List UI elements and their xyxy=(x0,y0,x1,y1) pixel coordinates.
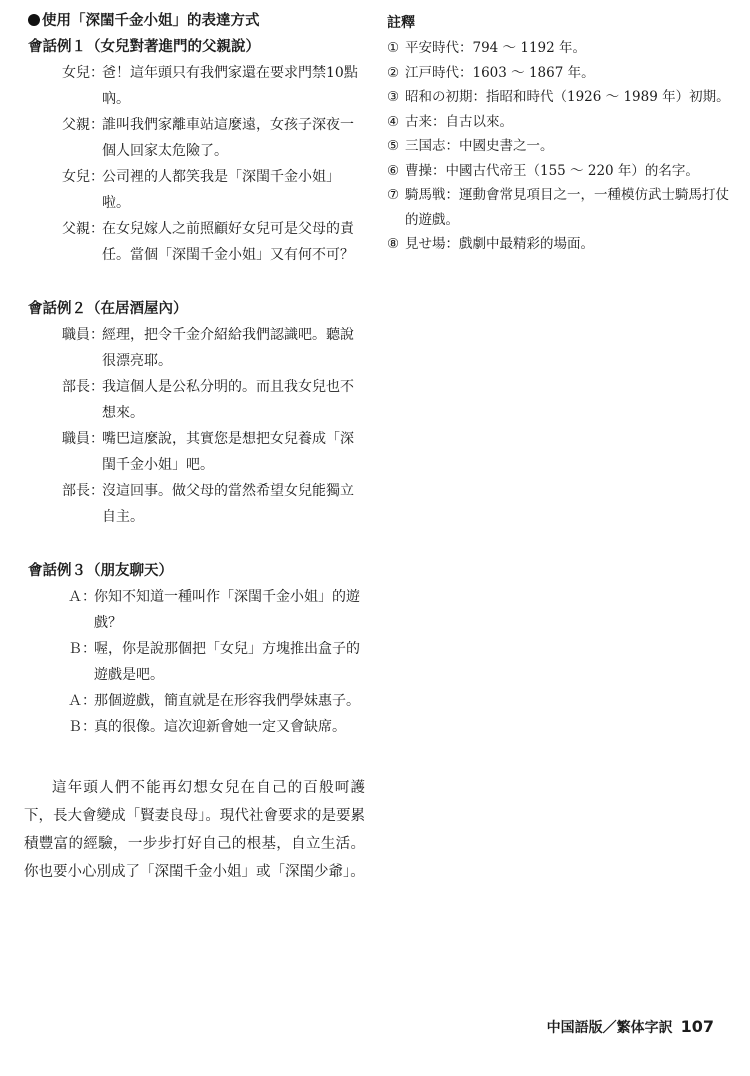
section-title xyxy=(28,8,365,34)
dialogue-line: 女兒 ： 公司裡的人都笑我是「深閨千金小姐」啦。 xyxy=(20,164,365,216)
note-number: ⑥ xyxy=(387,162,400,179)
utterance: 爸！這年頭只有我們家還在要求門禁10點吶。 xyxy=(102,65,358,107)
note-text: 平安時代：794 ～ 1192 年。 xyxy=(405,40,586,56)
speaker: 父親 xyxy=(62,221,90,237)
speaker: Ｂ xyxy=(68,641,82,657)
dialogue-line: 父親 ： 誰叫我們家離車站這麼遠，女孩子深夜一個人回家太危險了。 xyxy=(20,112,365,164)
speaker: Ａ xyxy=(68,693,82,709)
note-item xyxy=(387,183,732,232)
utterance: 沒這回事。做父母的當然希望女兒能獨立自主。 xyxy=(102,483,354,525)
utterance: 真的很像。這次迎新會她一定又會缺席。 xyxy=(94,719,346,735)
bullet-icon xyxy=(28,14,40,26)
example-3-title: 會話例３（朋友聊天） xyxy=(28,563,173,579)
note-number: ⑦ xyxy=(387,187,400,203)
dialogue-line: 女兒 ： 爸！這年頭只有我們家還在要求門禁10點吶。 xyxy=(20,60,365,112)
speaker: 職員 xyxy=(62,327,90,343)
example-2-dialogue xyxy=(20,322,365,530)
utterance: 嘴巴這麼說，其實您是想把女兒養成「深閨千金小姐」吧。 xyxy=(102,431,354,473)
dialogue-line: Ｂ ： 真的很像。這次迎新會她一定又會缺席。 xyxy=(20,714,365,740)
note-text: 騎馬戦：運動會常見項目之一，一種模仿武士騎馬打仗的遊戲。 xyxy=(405,187,729,228)
page-footer xyxy=(547,1017,714,1037)
note-text: 昭和の初期：指昭和時代（1926 ～ 1989 年）初期。 xyxy=(405,89,730,105)
main-column xyxy=(20,8,365,901)
utterance: 你知不知道一種叫作「深閨千金小姐」的遊戲？ xyxy=(94,589,360,631)
section-title-text: 使用「深閨千金小姐」的表達方式 xyxy=(42,13,260,29)
note-number: ⑧ xyxy=(387,236,400,252)
page-number: 107 xyxy=(680,1017,714,1036)
example-1-title: 會話例１（女兒對著進門的父親說） xyxy=(28,39,260,55)
note-text: 三国志：中國史書之一。 xyxy=(405,138,554,154)
speaker: 部長 xyxy=(62,483,90,499)
example-1-dialogue xyxy=(20,60,365,268)
note-item xyxy=(387,85,732,110)
utterance: 那個遊戲，簡直就是在形容我們學妹惠子。 xyxy=(94,693,360,709)
speaker: Ａ xyxy=(68,589,82,605)
note-item xyxy=(387,159,732,184)
speaker: 父親 xyxy=(62,117,90,133)
dialogue-line: Ａ ： 你知不知道一種叫作「深閨千金小姐」的遊戲？ xyxy=(20,584,365,636)
example-2-title: 會話例２（在居酒屋內） xyxy=(28,301,188,317)
note-item xyxy=(387,36,732,61)
note-number: ④ xyxy=(387,113,400,130)
dialogue-line: 部長 ： 沒這回事。做父母的當然希望女兒能獨立自主。 xyxy=(20,478,365,530)
note-item xyxy=(387,232,732,257)
note-text: 曹操：中國古代帝王（155 ～ 220 年）的名字。 xyxy=(405,162,699,179)
note-number: ① xyxy=(387,40,400,56)
dialogue-line: 部長 ： 我這個人是公私分明的。而且我女兒也不想來。 xyxy=(20,374,365,426)
dialogue-line: 職員 ： 經理，把令千金介紹給我們認識吧。聽說很漂亮耶。 xyxy=(20,322,365,374)
dialogue-line: Ｂ ： 喔，你是說那個把「女兒」方塊推出盒子的遊戲是吧。 xyxy=(20,636,365,688)
note-item xyxy=(387,110,732,135)
note-item xyxy=(387,134,732,159)
example-3-dialogue xyxy=(20,584,365,740)
utterance: 誰叫我們家離車站這麼遠，女孩子深夜一個人回家太危險了。 xyxy=(102,117,354,159)
utterance: 在女兒嫁人之前照顧好女兒可是父母的責任。當個「深閨千金小姐」又有何不可？ xyxy=(102,221,354,263)
note-number: ③ xyxy=(387,89,400,105)
speaker: 女兒 xyxy=(62,65,90,81)
utterance: 經理，把令千金介紹給我們認識吧。聽說很漂亮耶。 xyxy=(102,327,354,369)
note-text: 江戸時代：1603 ～ 1867 年。 xyxy=(405,64,595,81)
note-text: 見せ場：戲劇中最精彩的場面。 xyxy=(405,236,594,252)
dialogue-line: 父親 ： 在女兒嫁人之前照顧好女兒可是父母的責任。當個「深閨千金小姐」又有何不可？ xyxy=(20,216,365,268)
utterance: 喔，你是說那個把「女兒」方塊推出盒子的遊戲是吧。 xyxy=(94,641,360,683)
dialogue-line: Ａ ： 那個遊戲，簡直就是在形容我們學妹惠子。 xyxy=(20,688,365,714)
dialogue-line: 職員 ： 嘴巴這麼說，其實您是想把女兒養成「深閨千金小姐」吧。 xyxy=(20,426,365,478)
note-number: ⑤ xyxy=(387,138,400,154)
utterance: 公司裡的人都笑我是「深閨千金小姐」啦。 xyxy=(102,169,340,211)
footer-label: 中国語版／繁体字訳 xyxy=(546,1020,673,1036)
speaker: Ｂ xyxy=(68,719,82,735)
closing-paragraph: 這年頭人們不能再幻想女兒在自己的百般呵護下，長大會變成「賢妻良母」。現代社會要求的是要累積豐富的經驗，一步步打好自己的根基，自立生活。你也要小心別成了「深閨千金小姐」或「深閨少爺」。 xyxy=(24,780,365,880)
note-text: 古来：自古以來。 xyxy=(405,113,513,130)
notes-column xyxy=(387,12,732,257)
note-item xyxy=(387,61,732,86)
speaker: 女兒 xyxy=(62,169,90,185)
speaker: 職員 xyxy=(62,431,90,447)
notes-title: 註釋 xyxy=(387,15,415,31)
speaker: 部長 xyxy=(62,379,90,395)
utterance: 我這個人是公私分明的。而且我女兒也不想來。 xyxy=(102,379,354,421)
note-number: ② xyxy=(387,64,400,81)
